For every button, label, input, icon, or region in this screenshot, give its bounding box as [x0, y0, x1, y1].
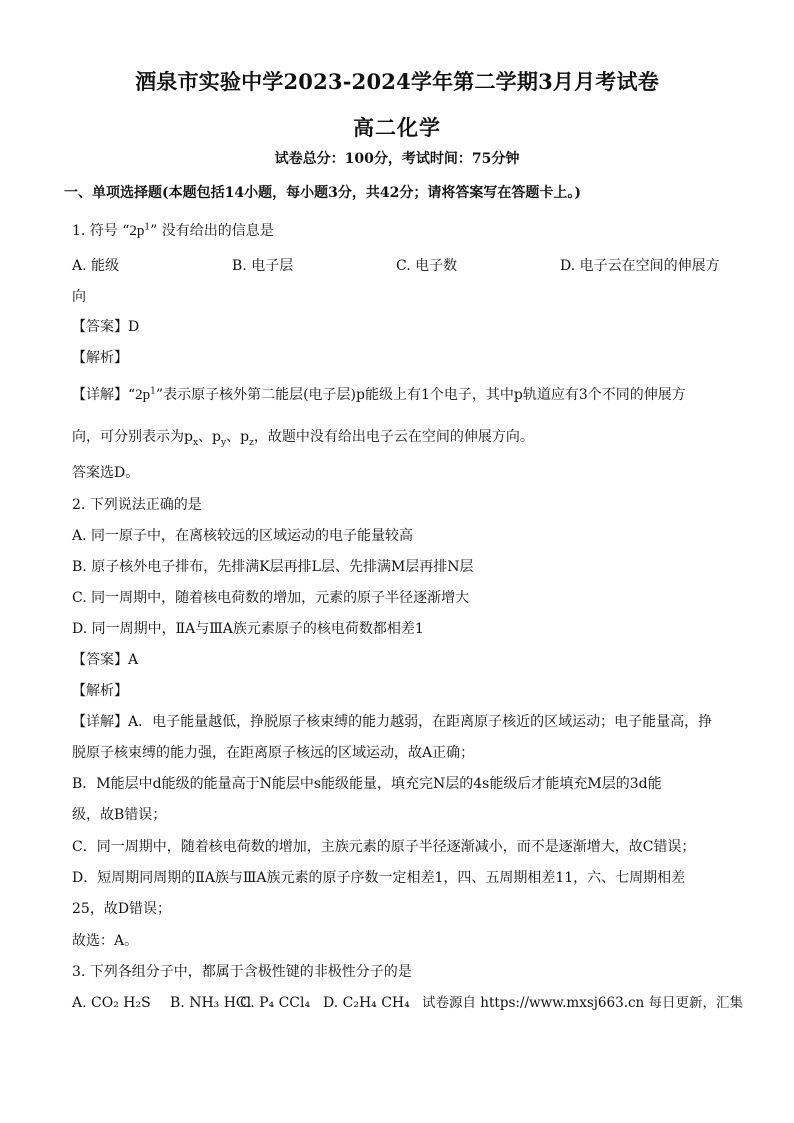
exam-info: 试卷总分：100分，考试时间：75分钟 [274, 151, 520, 167]
q2-detail-line5: C．同一周期中，随着核电荷数的增加，主族元素的原子半径逐渐减小，而不是逐渐增大，故C错误； [72, 839, 696, 855]
source-watermark-text: 试卷源自 https://www.mxsj663.cn 每日更新，汇集 [422, 995, 744, 1011]
q2-detail-line7: 25，故D错误； [72, 901, 172, 917]
q3-option-b: B. NH₃ HCl [170, 995, 252, 1011]
q1-detail-line1: 【详解】“$2p^1$”表示原子核外第二能层(电子层)p能级上有1个电子，其中p轨道应有3个不同的伸展方 [72, 386, 686, 403]
q1-symbol: 2p [129, 223, 145, 239]
exam-subject: 高二化学 [353, 115, 441, 140]
q2-detail-line4: 级，故B错误； [72, 807, 167, 823]
q3-option-c: C. P₄ CCl₄ [240, 995, 311, 1011]
q1-option-d-cont: 向 [72, 289, 86, 305]
q1-option-a: A. 能级 [72, 258, 120, 274]
q1-option-c: C. 电子数 [396, 258, 458, 274]
q1-conclusion: 答案选D。 [72, 465, 140, 481]
q1-detail-line2: 向，可分别表示为$p_x$、$p_y$、$p_z$，故题中没有给出电子云在空间的伸展方向。 [72, 429, 534, 448]
q2-detail-line3: B．M能层中d能级的能量高于N能层中s能级能量，填充完N层的4s能级后才能填充M层的3d能 [72, 776, 662, 792]
q1-option-d: D. 电子云在空间的伸展方 [560, 258, 720, 274]
section-heading: 一、单项选择题(本题包括14小题，每小题3分，共42分；请将答案写在答题卡上。) [64, 185, 581, 201]
q2-option-d: D. 同一周期中，ⅡA与ⅢA族元素原子的核电荷数都相差1 [72, 621, 424, 637]
q2-conclusion: 故选：A。 [72, 933, 139, 949]
q1-answer: 【答案】D [72, 319, 140, 335]
q3-stem: 3. 下列各组分子中，都属于含极性键的非极性分子的是 [72, 964, 412, 980]
q2-option-b: B. 原子核外电子排布，先排满K层再排L层、先排满M层再排N层 [72, 559, 474, 575]
q2-answer: 【答案】A [72, 652, 139, 668]
q2-detail-line2: 脱原子核束缚的能力强，在距离原子核远的区域运动，故A正确； [72, 745, 475, 761]
q2-analysis: 【解析】 [72, 683, 128, 699]
q1-stem: 1. 符号 “$2p^1$” 没有给出的信息是 [72, 222, 274, 239]
q3-option-a: A. CO₂ H₂S [72, 995, 151, 1011]
q2-option-c: C. 同一周期中，随着核电荷数的增加，元素的原子半径逐渐增大 [72, 590, 470, 606]
q2-option-a: A. 同一原子中，在离核较远的区域运动的电子能量较高 [72, 528, 414, 544]
q3-option-d: D. C₂H₄ CH₄ [323, 995, 410, 1011]
q1-option-b: B. 电子层 [232, 258, 294, 274]
q1-analysis: 【解析】 [72, 350, 128, 366]
q2-detail-line6: D．短周期同周期的ⅡA族与ⅢA族元素的原子序数一定相差1，四、五周期相差11，六、七周期相差 [72, 870, 686, 886]
exam-title: 酒泉市实验中学2023-2024学年第二学期3月月考试卷 [135, 69, 659, 94]
q2-detail-line1: 【详解】A．电子能量越低，挣脱原子核束缚的能力越弱，在距离原子核近的区域运动；电子能量高，挣 [72, 714, 713, 730]
q2-stem: 2. 下列说法正确的是 [72, 497, 202, 513]
